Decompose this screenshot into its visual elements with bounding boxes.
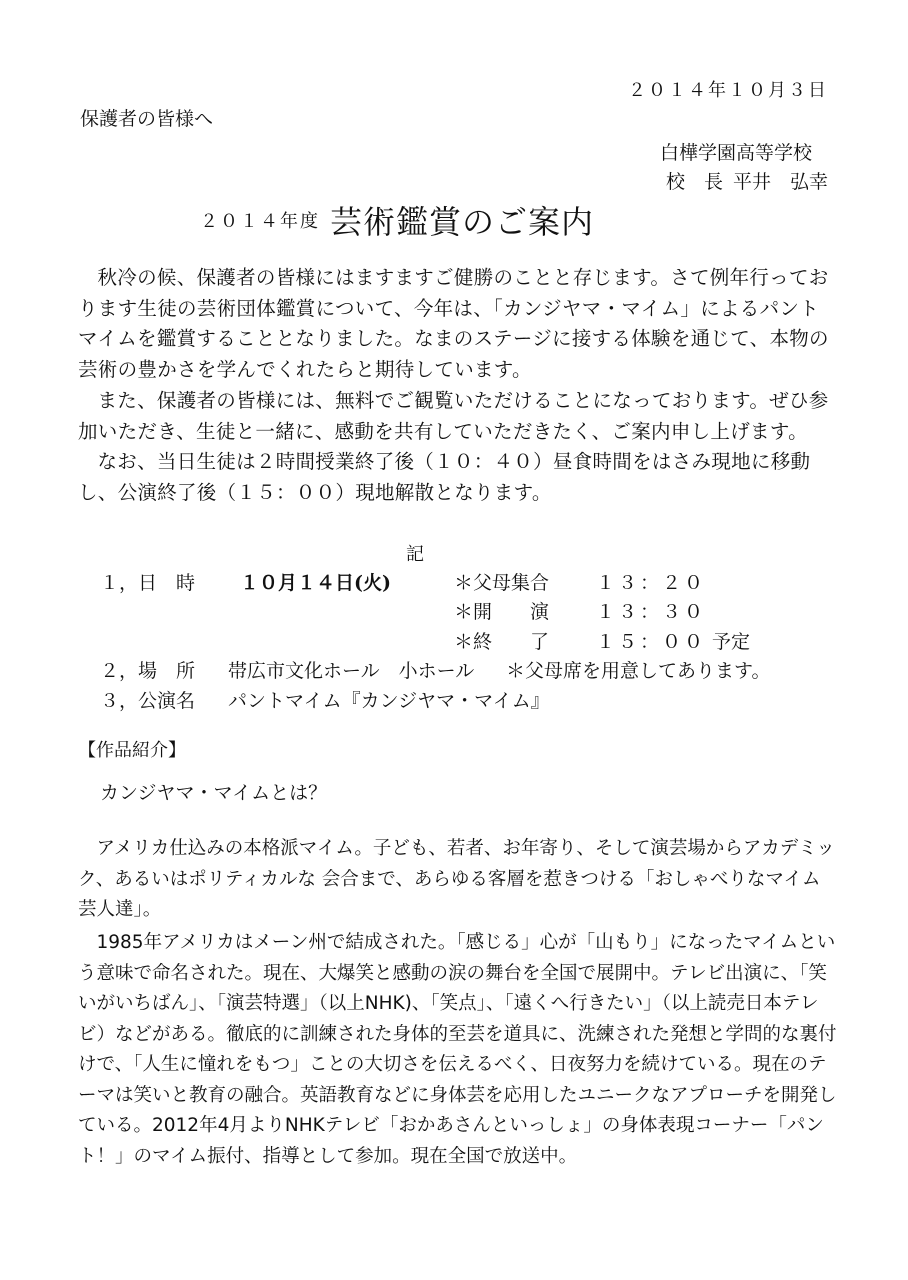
detail-label: １，日 時 [100,572,196,594]
principal-title: 校 長 [665,171,723,193]
detail-label: ３，公演名 [100,690,196,712]
event-date: １０月１４日(火) [240,572,391,594]
intro-paragraph: アメリカ仕込みの本格派マイム。子ども、若者、お年寄り、そして演芸場からアカデミック、あるいはポリティカルな 会合まで、あらゆる客層を惹きつける「おしゃべりなマイム芸人達」。 [78,838,835,920]
principal-name: 平井 弘幸 [732,171,828,193]
schedule-time: １３：３０ [596,601,707,623]
schedule-label: ＊父母集合 [454,572,550,594]
detail-label: ２，場 所 [100,660,196,682]
school-name: 白樺学園高等学校 [659,142,812,164]
document-date: ２０１４年１０月３日 [628,80,828,101]
venue-note: ＊父母席を用意してあります。 [506,660,771,682]
addressee: 保護者の皆様へ [80,108,214,130]
intro-paragraph: 1985年アメリカはメーン州で結成された。「感じる」心が「山もり」になったマイムという意味で命名された。現在、大爆笑と感動の涙の舞台を全国で展開中。テレビ出演に、「笑いがいちばん」、「演芸特選」（以上NHK)、「笑点」、「遠くへ行きたい」（以上読売日本テレビ）などがある。徹底的に訓練された身体的至芸を道具に、洗練された発想と学問的な裏付けで、「人生に憧れをもつ」ことの大切さを伝えるべく、日夜努力を続けている。現在のテーマは笑いと教育の融合。英語教育などに身体芸を応用したユニークなアプローチを開発している。2012年4月よりNHKテレビ「おかあさんといっしょ」の身体表現コーナー「パント！」のマイム振付、指導として参加。現在全国で放送中。 [78,932,837,1167]
principal-line [656,167,828,194]
section-heading: 【作品紹介】 [78,740,186,761]
body-paragraph: なお、当日生徒は２時間授業終了後（１０：４０）昼食時間をはさみ現地に移動し、公演終了後（１５：００）現地解散となります。 [78,450,811,504]
performance-name: パントマイム『カンジヤマ・マイム』 [228,690,550,712]
schedule-note: 予定 [712,631,751,653]
venue-name: 帯広市文化ホール 小ホール [228,660,475,682]
schedule-time: １３：２０ [596,572,707,594]
title-main: 芸術鑑賞のご案内 [330,203,595,241]
schedule-label: ＊開 演 [454,601,550,623]
document-title [200,197,594,243]
ki-marker: 記 [406,544,424,565]
schedule-time: １５：００ [596,631,707,653]
schedule-label: ＊終 了 [454,631,550,653]
title-year: ２０１４年度 [200,211,320,232]
section-subheading: カンジヤマ・マイムとは？ [100,782,328,804]
body-paragraph: 秋冷の候、保護者の皆様にはますますご健勝のことと存じます。さて例年行っております生徒の芸術団体鑑賞について、今年は、「カンジヤマ・マイム」によるパントマイムを鑑賞することとなりました。なまのステージに接する体験を通じて、本物の芸術の豊かさを学んでくれたらと期待しています。 [78,266,829,381]
body-paragraph: また、保護者の皆様には、無料でご観覧いただけることになっております。ぜひ参加いただき、生徒と一緒に、感動を共有していただきたく、ご案内申し上げます。 [78,389,829,443]
